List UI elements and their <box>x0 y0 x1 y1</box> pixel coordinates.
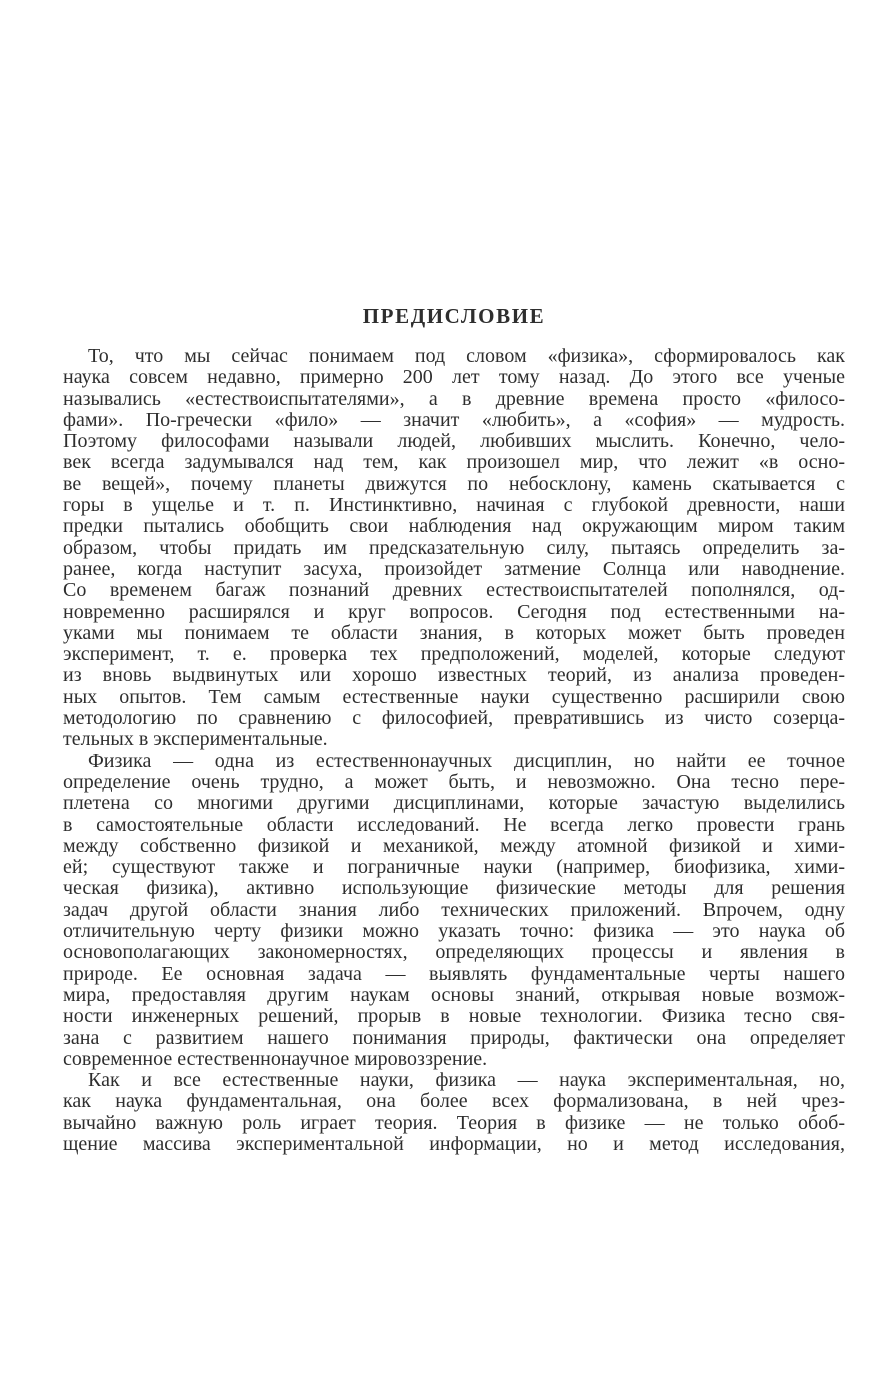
text-line: основополагающих закономерностях, определяющих процессы и явления в <box>63 941 845 964</box>
text-line: ве вещей», почему планеты движутся по небосклону, камень скатывается с <box>63 472 845 495</box>
text-line: фами». По-гречески «фило» — значит «любить», а «софия» — мудрость. <box>63 408 845 431</box>
text-line: ческая физика), активно использующие физические методы для решения <box>63 877 845 900</box>
text-line: ных опытов. Тем самым естественные науки существенно расширили свою <box>63 685 845 708</box>
text-line: То, что мы сейчас понимаем под словом «физика», сформировалось как <box>88 345 845 367</box>
paragraph <box>63 1070 845 1155</box>
text-line: век всегда задумывался над тем, как произошел мир, что лежит «в осно- <box>63 451 845 474</box>
text-line: вычайно важную роль играет теория. Теория в физике — не только обоб- <box>63 1111 845 1134</box>
text-line: образом, чтобы придать им предсказательную силу, пытаясь определить за- <box>63 536 845 559</box>
text-line: новременно расширялся и круг вопросов. Сегодня под естественными на- <box>63 600 845 623</box>
page-title: ПРЕДИСЛОВИЕ <box>362 304 546 328</box>
text-line: предки пытались обобщить свои наблюдения над окружающим миром таким <box>63 515 845 538</box>
text-line: ей; существуют также и пограничные науки (например, биофизика, хими- <box>63 856 845 879</box>
paragraph <box>63 346 845 751</box>
text-line: ности инженерных решений, прорыв в новые технологии. Физика тесно свя- <box>63 1005 845 1028</box>
text-block <box>63 303 845 1155</box>
text-line: уками мы понимаем те области знания, в которых может быть проведен <box>63 621 845 644</box>
text-line: Со временем багаж познаний древних естествоиспытателей пополнялся, од- <box>63 579 845 602</box>
text-line: Как и все естественные науки, физика — наука экспериментальная, но, <box>88 1069 845 1092</box>
text-line: тельных в экспериментальные. <box>63 728 328 751</box>
text-line: щение массива экспериментальной информации, но и метод исследования, <box>63 1132 845 1155</box>
text-line: в самостоятельные области исследований. Не всегда легко провести грань <box>63 813 845 836</box>
text-line: зана с развитием нашего понимания природы, фактически она определяет <box>63 1026 845 1049</box>
text-line: Физика — одна из естественнонаучных дисциплин, но найти ее точное <box>88 749 845 772</box>
text-line: между собственно физикой и механикой, между атомной физикой и хими- <box>63 834 845 857</box>
text-line: плетена со многими другими дисциплинами, которые зачастую выделились <box>63 792 845 815</box>
text-line: эксперимент, т. е. проверка тех предположений, моделей, которые следуют <box>63 643 845 666</box>
text-line: определение очень трудно, а может быть, и невозможно. Она тесно пере- <box>63 770 845 793</box>
text-line: назывались «естествоиспытателями», а в древние времена просто «филосо- <box>63 387 845 410</box>
paragraph <box>63 751 845 1070</box>
paragraphs-container <box>63 346 845 1155</box>
text-line: отличительную черту физики можно указать точно: физика — это наука об <box>63 920 845 943</box>
text-line: горы в ущелье и т. п. Инстинктивно, начиная с глубокой древности, наши <box>63 494 845 517</box>
text-line: современное естественнонаучное мировоззрение. <box>63 1047 488 1070</box>
text-line: как наука фундаментальная, она более всех формализована, в ней чрез- <box>63 1090 845 1113</box>
text-line: ранее, когда наступит засуха, произойдет затмение Солнца или наводнение. <box>63 557 845 580</box>
text-line: методологию по сравнению с философией, превратившись из чисто созерца- <box>63 707 845 730</box>
text-line: Поэтому философами называли людей, любивших мыслить. Конечно, чело- <box>63 430 845 453</box>
text-line: задач другой области знания либо технических приложений. Впрочем, одну <box>63 898 845 921</box>
text-line: природе. Ее основная задача — выявлять фундаментальные черты нашего <box>63 962 845 985</box>
text-line: наука совсем недавно, примерно 200 лет тому назад. До этого все ученые <box>63 366 845 389</box>
text-line: мира, предоставляя другим наукам основы знаний, открывая новые возмож- <box>63 983 845 1006</box>
text-line: из вновь выдвинутых или хорошо известных теорий, из анализа проведен- <box>63 664 845 687</box>
